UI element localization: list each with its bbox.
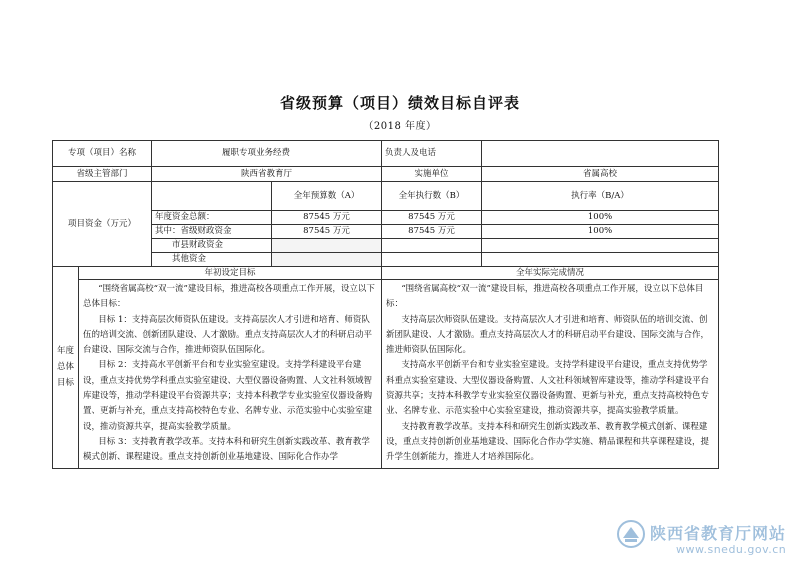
rate-column-header: 执行率（B/A） [482,182,719,211]
goal-paragraph: 目标 3：支持教育教学改革。支持本科和研究生创新实践改革、教育教学模式创新、课程建设。重点支持创新创业基地建设、国际化合作办学 [83,436,370,463]
page-title: 省级预算（项目）绩效目标自评表 [279,94,520,112]
funds-label: 项目资金（万元） [53,182,152,267]
report-year: （2018 年度） [363,121,437,132]
project-name-label: 专项（项目）名称 [53,141,152,167]
funds-blank-header [152,182,272,211]
unit-label: 实施单位 [382,167,482,182]
actual-result-header: 全年实际完成情况 [382,267,719,280]
result-paragraph: 支持高层次师资队伍建设。支持高层次人才引进和培育、师资队伍的培训交流、创新团队建设、人才激励。重点支持高层次人才的科研启动平台建设、国际交流与合作，推进师资队伍国际化。 [386,314,710,356]
initial-goal-text [79,280,382,469]
owner-value [482,141,719,167]
funds-row-budget [272,253,382,267]
funds-row-executed: 87545 万元 [382,225,482,239]
funds-row-budget: 87545 万元 [272,211,382,225]
owner-label: 负责人及电话 [382,141,482,167]
result-paragraph: “围绕省属高校“双一流”建设目标，推进高校各项重点工作开展，设立以下总体目标： [386,284,704,310]
initial-goal-header: 年初设定目标 [79,267,382,280]
funds-row-label: 其中：省级财政资金 [152,225,272,239]
funds-row-label: 市县财政资金 [152,239,272,253]
goal-paragraph: 目标 2：支持高水平创新平台和专业实验室建设。支持学科建设平台建设，重点支持优势学科重点实验室建设、大型仪器设备购置、人文社科领域智库建设等，推动学科建设平台资源共享；支持本科教学专业实验室仪器设备购置、更新与补充，重点支持高校特色专业、名牌专业、示范实验中心实验室建设，推动资源共享，提高实验教学质量。 [83,360,373,432]
department-value: 陕西省教育厅 [152,167,382,182]
executed-column-header: 全年执行数（B） [382,182,482,211]
goal-paragraph: “围绕省属高校“双一流”建设目标，推进高校各项重点工作开展，设立以下总体目标： [83,284,375,310]
education-logo-icon [616,519,646,549]
annual-goal-label: 年度总体目标 [53,267,79,469]
goal-paragraph: 目标 1：支持高层次师资队伍建设。支持高层次人才引进和培育、师资队伍的培训交流、创新团队建设、人才激励。重点支持高层次人才的科研启动平台建设、国际交流与合作，推进师资队伍国际化。 [83,314,373,356]
project-name-value: 履职专项业务经费 [152,141,382,167]
department-label: 省级主管部门 [53,167,152,182]
result-paragraph: 支持高水平创新平台和专业实验室建设。支持学科建设平台建设，重点支持优势学科重点实验室建设、大型仪器设备购置、人文社科领域智库建设等，推动学科建设平台资源共享；支持本科教学专业实验室仪器设备购置、更新与补充，重点支持高校特色专业、名牌专业、示范实验中心实验室建设，推动资源共享，提高实验教学质量。 [386,360,710,417]
funds-row-budget: 87545 万元 [272,225,382,239]
actual-result-text [382,280,719,469]
funds-row-rate: 100% [482,225,719,239]
funds-row-label: 其他资金 [152,253,272,267]
funds-row-executed: 87545 万元 [382,211,482,225]
watermark-url: www.snedu.gov.cn [676,543,787,556]
result-paragraph: 支持教育教学改革。支持本科和研究生创新实践改革、教育教学模式创新、课程建设，重点支持创新创业基地建设、国际化合作办学实施、精品课程和共享课程建设，提升学生创新能力，推进人才培养国际化。 [386,421,710,463]
funds-row-executed [382,253,482,267]
watermark-site-name: 陕西省教育厅网站 [650,524,787,543]
funds-row-rate [482,239,719,253]
funds-row-rate [482,253,719,267]
evaluation-form [52,140,719,469]
funds-row-budget [272,239,382,253]
unit-value: 省属高校 [482,167,719,182]
site-watermark [616,515,796,561]
budget-column-header: 全年预算数（A） [272,182,382,211]
funds-row-executed [382,239,482,253]
funds-row-label: 年度资金总额： [152,211,272,225]
funds-row-rate: 100% [482,211,719,225]
